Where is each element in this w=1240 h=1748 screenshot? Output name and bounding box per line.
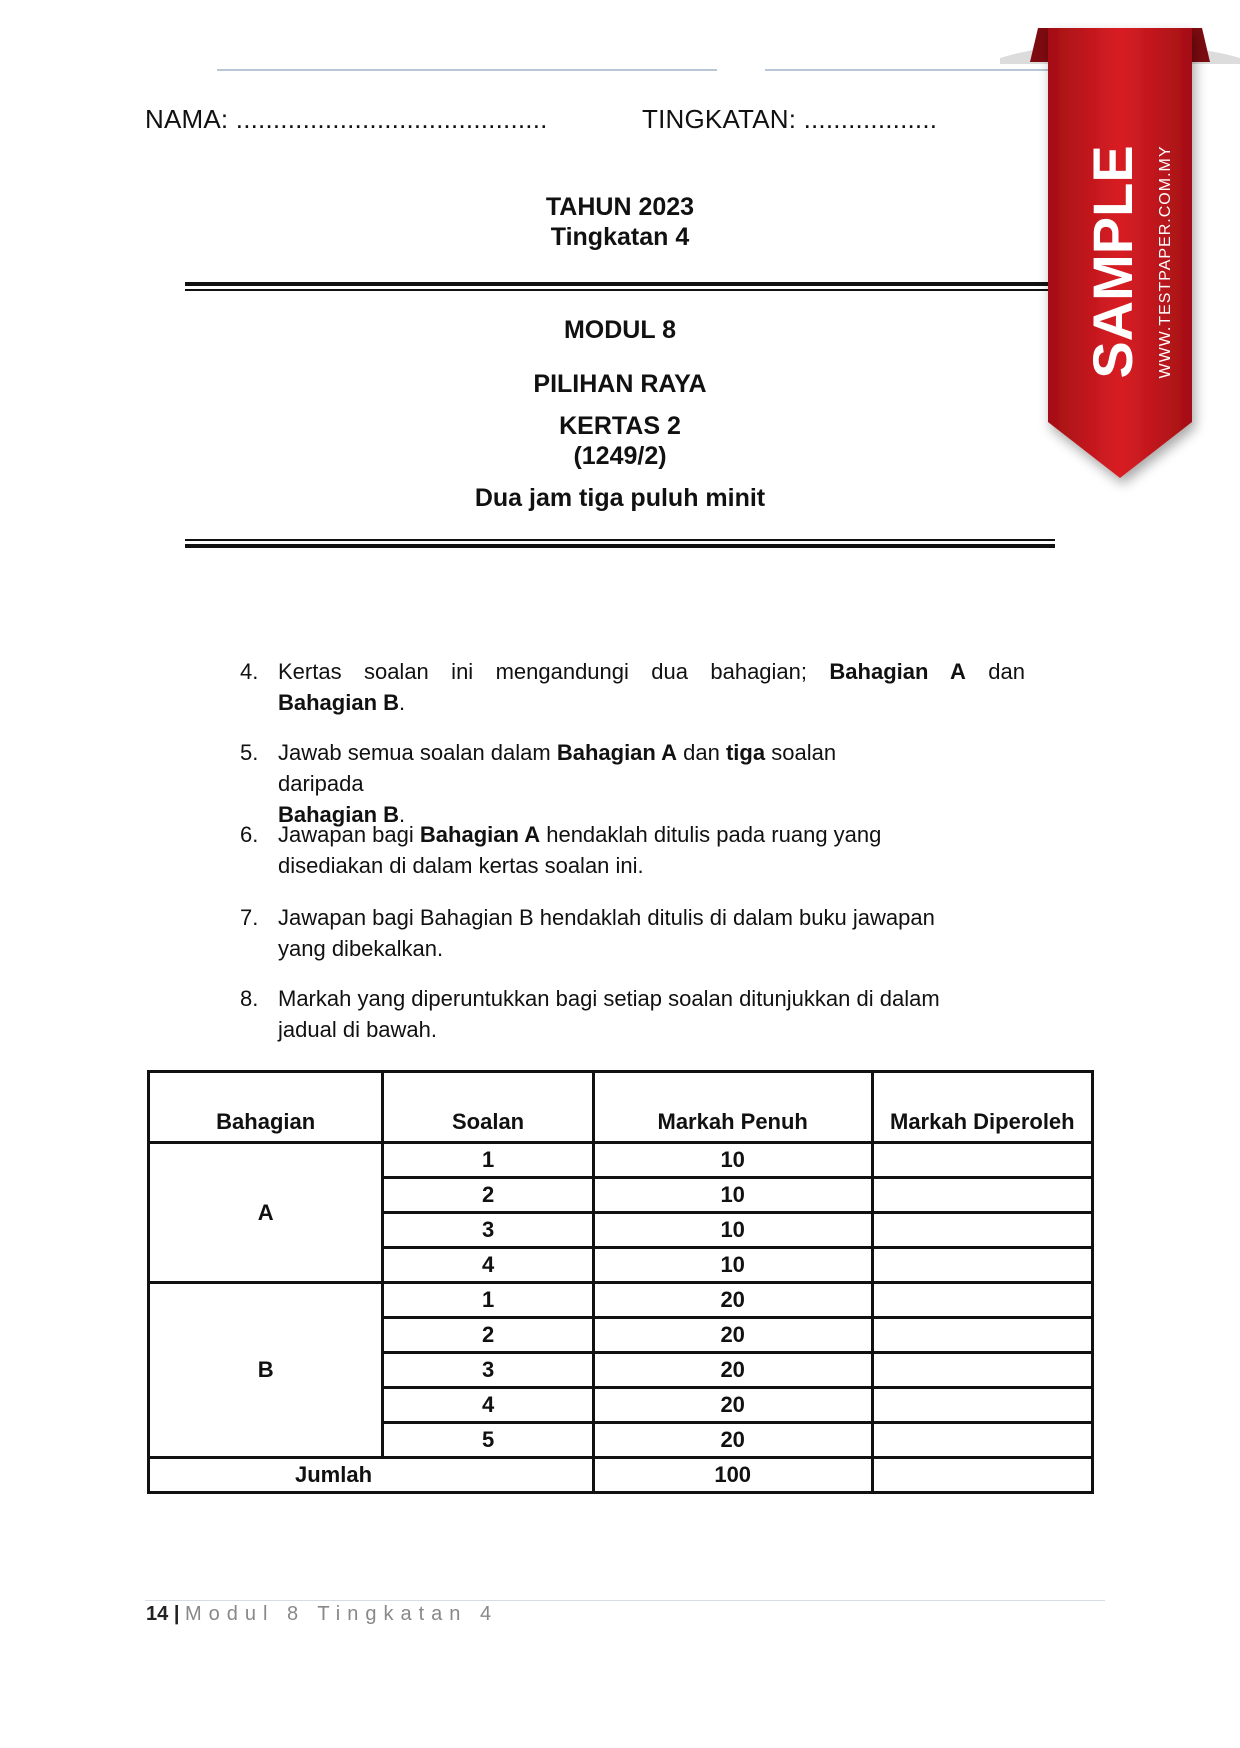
section-b-cell: B <box>149 1283 383 1458</box>
instruction-text <box>278 656 1025 718</box>
sample-ribbon <box>1000 22 1240 522</box>
table-row <box>149 1143 1093 1178</box>
paper-code: (1249/2) <box>573 442 667 470</box>
paper-title: KERTAS 2 <box>559 412 681 440</box>
instruction-number: 8. <box>240 986 259 1011</box>
full-marks-cell: 10 <box>593 1213 872 1248</box>
instruction-5 <box>240 737 1025 827</box>
marks-obtained-cell[interactable] <box>872 1213 1092 1248</box>
exam-duration: Dua jam tiga puluh minit <box>474 484 766 512</box>
marks-obtained-cell[interactable] <box>872 1283 1092 1318</box>
section-a-cell: A <box>149 1143 383 1283</box>
instruction-number: 5. <box>240 740 259 765</box>
exam-form: Tingkatan 4 <box>550 223 690 251</box>
marks-table <box>147 1070 1094 1494</box>
full-marks-cell: 20 <box>593 1318 872 1353</box>
full-marks-cell: 20 <box>593 1423 872 1458</box>
footer-label: Modul 8 Tingkatan 4 <box>184 1603 499 1625</box>
title-top-rule <box>185 282 1055 286</box>
marks-obtained-cell[interactable] <box>872 1178 1092 1213</box>
header-marks-obtained: Markah Diperoleh <box>872 1072 1092 1143</box>
footer-separator: | <box>173 1603 180 1625</box>
instruction-text: Markah yang diperuntukkan bagi setiap soalan ditunjukkan di dalam jadual di bawah. <box>278 986 940 1042</box>
question-cell: 1 <box>383 1143 593 1178</box>
title-top-rule-thin <box>185 289 1055 291</box>
exam-year: TAHUN 2023 <box>545 193 695 221</box>
marks-obtained-cell[interactable] <box>872 1318 1092 1353</box>
full-marks-cell: 20 <box>593 1388 872 1423</box>
full-marks-cell: 20 <box>593 1353 872 1388</box>
total-row <box>149 1458 1093 1493</box>
marks-obtained-cell[interactable] <box>872 1388 1092 1423</box>
question-cell: 3 <box>383 1213 593 1248</box>
table-row <box>149 1283 1093 1318</box>
header-line-left <box>217 69 717 71</box>
question-cell: 5 <box>383 1423 593 1458</box>
sample-badge-website: WWW.TESTPAPER.COM.MY <box>1157 145 1174 379</box>
instruction-line: Kertas soalan ini mengandungi dua bahagian; Bahagian A dan <box>278 659 1025 684</box>
full-marks-cell: 10 <box>593 1143 872 1178</box>
table-header-row <box>149 1072 1093 1143</box>
name-field: NAMA: .......................................... <box>145 104 548 134</box>
full-marks-cell: 20 <box>593 1283 872 1318</box>
ribbon-fold-left <box>1030 28 1050 62</box>
instruction-8 <box>240 983 1025 1045</box>
full-marks-cell: 10 <box>593 1178 872 1213</box>
instruction-7 <box>240 902 1025 964</box>
instruction-text: Jawab semua soalan dalam Bahagian A dan tiga soalan daripada Bahagian B. <box>278 740 837 827</box>
instruction-text: Jawapan bagi Bahagian A hendaklah ditulis pada ruang yang disediakan di dalam kertas soalan ini. <box>278 822 882 878</box>
question-cell: 1 <box>383 1283 593 1318</box>
question-cell: 3 <box>383 1353 593 1388</box>
subject-title: PILIHAN RAYA <box>533 370 707 398</box>
instruction-number: 4. <box>240 659 259 684</box>
page-footer <box>146 1603 498 1626</box>
total-marks: 100 <box>593 1458 872 1493</box>
title-bottom-rule <box>185 544 1055 548</box>
full-marks-cell: 10 <box>593 1248 872 1283</box>
header-full-marks: Markah Penuh <box>593 1072 872 1143</box>
instruction-6 <box>240 819 1025 881</box>
header-question: Soalan <box>383 1072 593 1143</box>
form-field: TINGKATAN: .................. <box>642 104 938 134</box>
instruction-number: 6. <box>240 822 259 847</box>
marks-obtained-cell[interactable] <box>872 1353 1092 1388</box>
question-cell: 4 <box>383 1388 593 1423</box>
question-cell: 4 <box>383 1248 593 1283</box>
instruction-4 <box>240 656 1025 718</box>
marks-obtained-cell[interactable] <box>872 1248 1092 1283</box>
footer-divider <box>145 1600 1105 1601</box>
instruction-text: Jawapan bagi Bahagian B hendaklah ditulis di dalam buku jawapan yang dibekalkan. <box>278 905 935 961</box>
sample-badge-text: SAMPLE <box>1081 145 1144 379</box>
instruction-line: Bahagian B. <box>278 690 406 715</box>
total-obtained-cell[interactable] <box>872 1458 1092 1493</box>
ribbon-fold-right <box>1190 28 1210 62</box>
title-bottom-rule-thin <box>185 539 1055 541</box>
question-cell: 2 <box>383 1318 593 1353</box>
page-number: 14 <box>146 1603 169 1625</box>
marks-obtained-cell[interactable] <box>872 1423 1092 1458</box>
header-section: Bahagian <box>149 1072 383 1143</box>
total-label: Jumlah <box>149 1458 594 1493</box>
module-title: MODUL 8 <box>563 316 677 344</box>
instruction-number: 7. <box>240 905 259 930</box>
marks-obtained-cell[interactable] <box>872 1143 1092 1178</box>
question-cell: 2 <box>383 1178 593 1213</box>
